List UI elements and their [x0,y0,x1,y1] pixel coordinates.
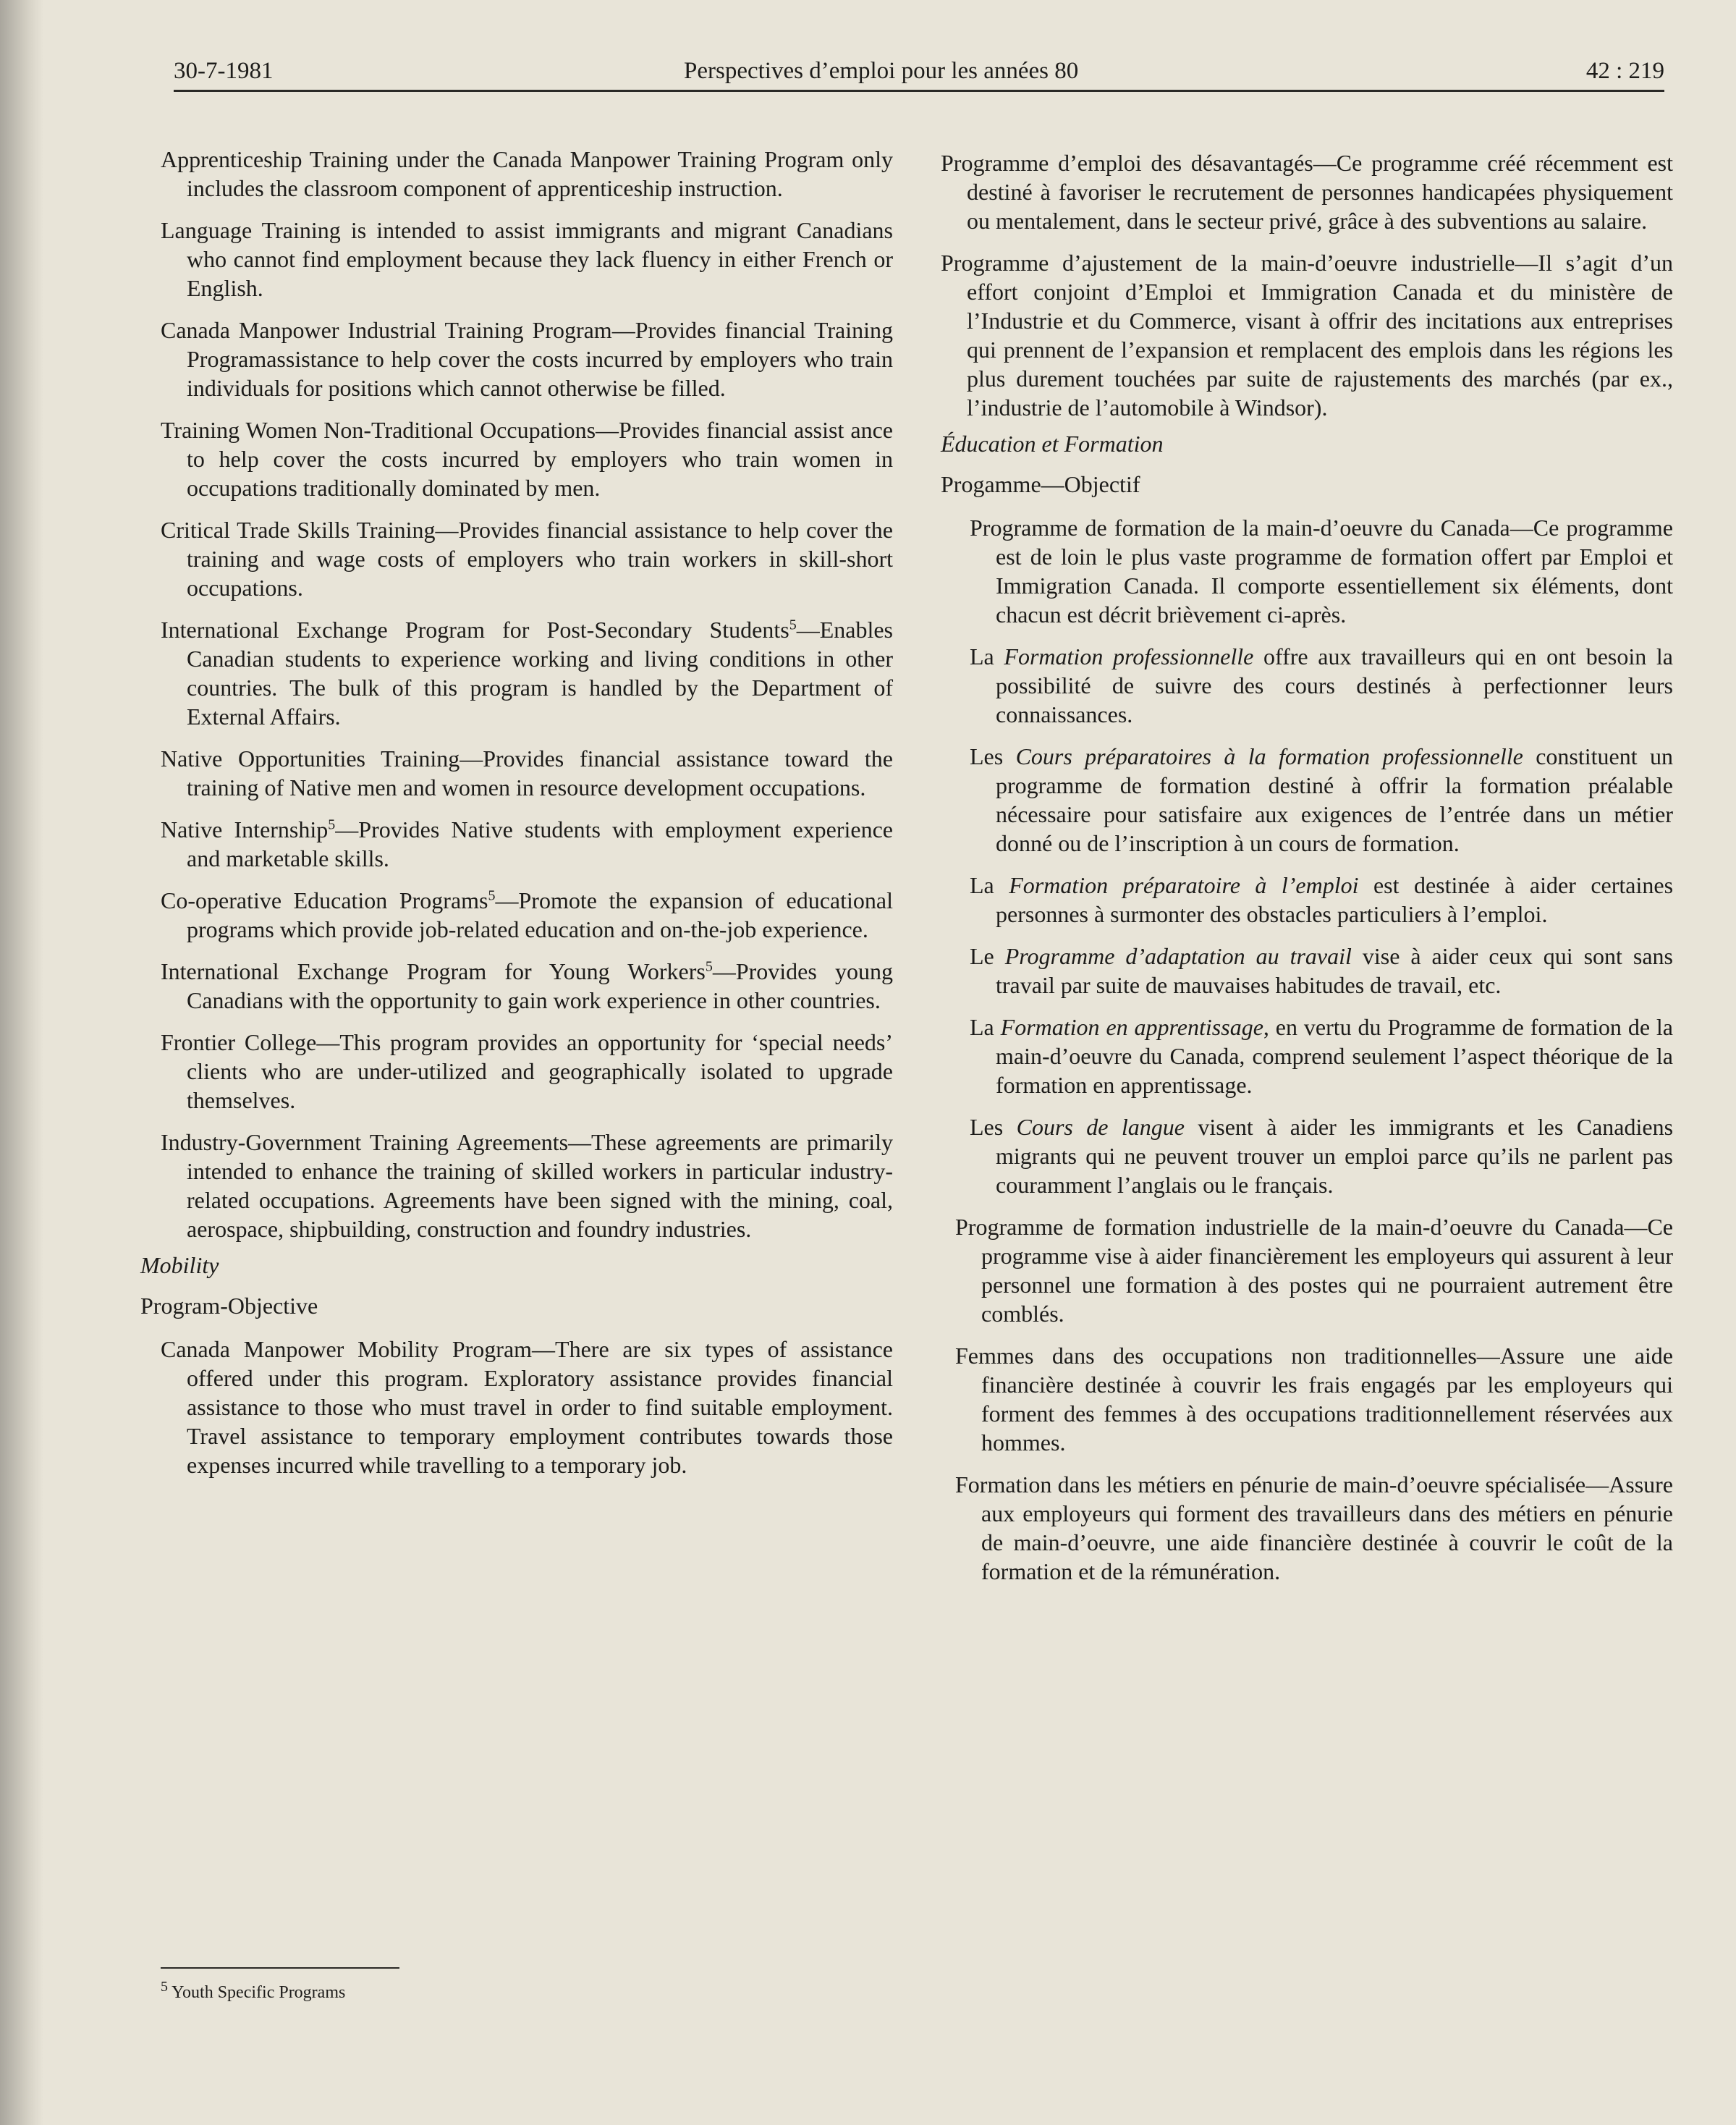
element-title: Cours de langue [1016,1114,1185,1140]
page-header [174,51,1664,92]
element-title: Formation en apprentissage [1000,1014,1263,1040]
footnote-marker: 5 [161,1979,168,1995]
education-formation-heading: Éducation et Formation [941,431,1164,457]
page-gutter-shadow [0,0,43,2125]
element-title: Programme d’adaptation au travail [1004,943,1352,969]
right-entry-desavantages: Programme d’emploi des désavantagés—Ce programme créé récemment est destiné à favoriser le recrutement de personnes handicapées physiquement ou mentalement, dans le secteur privé, grâce à des subventions au salaire. [941,150,1673,234]
entry-body: —Provides Native students with employment experience and marketable skills. [187,816,894,871]
left-column [140,145,894,1492]
header-page-number: 42 : 219 [1585,58,1664,84]
left-entry-cooperative-education [161,886,893,944]
footnote-marker: 5 [328,816,336,833]
header-date: 30-7-1981 [174,58,274,84]
footnote-marker: 5 [789,617,797,633]
element-lead: La [970,872,1009,898]
left-entry-frontier-college: Frontier College—This program provides an opportunity for ‘special needs’ clients who are under-utilized and geographically isolated to upgrade themselves. [161,1029,893,1113]
element-title: Formation préparatoire à l’emploi [1009,872,1359,898]
header-title: Perspectives d’emploi pour les années 80 [684,58,1079,84]
element-body: constituent un programme de formation destiné à offrir la formation préalable nécessaire pour satisfaire aux exigences de l’entrée dans un métier donné ou de l’inscription à un cours de formation. [996,743,1674,856]
element-lead: Le [970,943,1005,969]
entry-body: —Promote the expansion of educational programs which provide job-related education and on-the-job experience. [187,887,893,942]
footnote-text: Youth Specific Programs [172,1983,346,2002]
programme-objectif-heading: Progamme—Objectif [941,471,1140,497]
left-entry-exchange-post-secondary [161,615,893,731]
left-entry-apprenticeship: Apprenticeship Training under the Canada Manpower Training Program only includes the classroom component of apprenticeship instruction. [161,146,893,201]
entry-title: International Exchange Program for Post-Secondary Students [161,617,789,643]
footnote-marker: 5 [705,958,713,975]
right-entry-metiers-penurie: Formation dans les métiers en pénurie de main-d’oeuvre spécialisée—Assure aux employeurs qui forment des travailleurs dans des métiers en pénurie de main-d’oeuvre, une aide financière destinée à couvrir le coût de la formation et de la rémunération. [955,1471,1673,1584]
left-entry-critical-trade-skills: Critical Trade Skills Training—Provides financial assistance to help cover the training and wage costs of employers who train workers in skill-short occupations. [161,517,893,601]
left-entry-language-training: Language Training is intended to assist immigrants and migrant Canadians who cannot find employment because they lack fluency in either French or English. [161,217,893,301]
left-entry-women-non-traditional: Training Women Non-Traditional Occupations—Provides financial assist ance to help cover the costs incurred by employers who train women in occupations traditionally dominated by men. [161,417,893,501]
footnote-rule [161,1967,399,1969]
left-entry-exchange-young-workers [161,957,893,1015]
element-body: est destinée à aider certaines personnes à surmonter des obstacles particuliers à l’emploi. [996,872,1674,927]
footnote-marker: 5 [488,887,496,904]
right-entry-formation-industrielle: Programme de formation industrielle de la main-d’oeuvre du Canada—Ce programme vise à aider financièrement les employeurs qui assurent à leur personnel une formation à des postes qui ne pourraient autrement être comblés. [955,1214,1673,1327]
element-lead: La [970,643,1004,669]
right-entry-formation-main-oeuvre: Programme de formation de la main-d’oeuvre du Canada—Ce programme est de loin le plus vaste programme de formation offert par Emploi et Immigration Canada. Il comporte essentiellement six éléments, dont chacun est décrit brièvement ci-après. [970,515,1673,628]
right-entry-femmes-occupations: Femmes dans des occupations non traditionnelles—Assure une aide financière destinée à couvrir les frais engagés par les employeurs qui forment des femmes à des occupations traditionnellement réservées aux hommes. [955,1343,1673,1456]
left-entry-mobility-program: Canada Manpower Mobility Program—There are six types of assistance offered under this program. Exploratory assistance provides financial assistance to those who must travel in order to find suitable employment. Travel assistance to temporary employment contributes towards those expenses incurred while travelling to a temporary job. [161,1336,893,1478]
entry-title: Co-operative Education Programs [161,887,488,913]
element-body: offre aux travailleurs qui en ont besoin la possibilité de suivre des cours destinés à perfectionner leurs connaissances. [996,643,1674,727]
right-element-formation-preparatoire [970,871,1673,929]
right-entry-ajustement: Programme d’ajustement de la main-d’oeuvre industrielle—Il s’agit d’un effort conjoint d’Emploi et Immigration Canada et du ministère de l’Industrie et du Commerce, visant à offrir des incitations aux entreprises qui prennent de l’expansion et remplacent des emplois dans les régions les plus durement touchées par suite de rajustements des marchés (par ex., l’industrie de l’automobile à Windsor). [941,250,1673,421]
entry-body: —Provides young Canadians with the opportunity to gain work experience in other countries. [187,958,894,1013]
left-entry-industry-government: Industry-Government Training Agreements—These agreements are primarily intended to enhance the training of skilled workers in particular industry-related occupations. Agreements have been signed with the mining, coal, aerospace, shipbuilding, construction and foundry industries. [161,1129,893,1242]
footnote [161,1979,346,2003]
mobility-heading: Mobility [140,1252,219,1278]
left-entry-industrial-training: Canada Manpower Industrial Training Program—Provides financial Training Programassistance to help cover the costs incurred by employers who train individuals for positions which cannot otherwise be filled. [161,317,893,401]
element-lead: Les [970,743,1016,769]
right-element-adaptation-travail [970,942,1673,1000]
program-objective-heading: Program-Objective [140,1293,318,1319]
right-column [941,148,1673,1599]
element-body: vise à aider ceux qui sont sans travail par suite de mauvaises habitudes de travail, etc. [996,943,1674,998]
right-element-apprentissage [970,1013,1673,1099]
element-lead: La [970,1014,1001,1040]
element-title: Formation professionnelle [1004,643,1254,669]
element-title: Cours préparatoires à la formation professionnelle [1015,743,1523,769]
right-element-formation-professionnelle [970,642,1673,729]
right-element-cours-langue [970,1112,1673,1199]
element-body: visent à aider les immigrants et les Canadiens migrants qui ne peuvent trouver un emploi parce qu’ils ne parlent pas couramment l’anglais ou le français. [996,1114,1674,1198]
entry-title: International Exchange Program for Young Workers [161,958,706,984]
left-entry-native-opportunities: Native Opportunities Training—Provides financial assistance toward the training of Native men and women in resource development occupations. [161,745,893,800]
entry-body: —Enables Canadian students to experience working and living conditions in other countries. The bulk of this program is handled by the Department of External Affairs. [187,617,893,730]
right-element-cours-preparatoires [970,742,1673,858]
left-entry-native-internship [161,815,893,873]
element-lead: Les [970,1114,1017,1140]
element-body: , en vertu du Programme de formation de la main-d’oeuvre du Canada, comprend seulement l’aspect théorique de la formation en apprentissage. [996,1014,1674,1098]
entry-title: Native Internship [161,816,329,842]
